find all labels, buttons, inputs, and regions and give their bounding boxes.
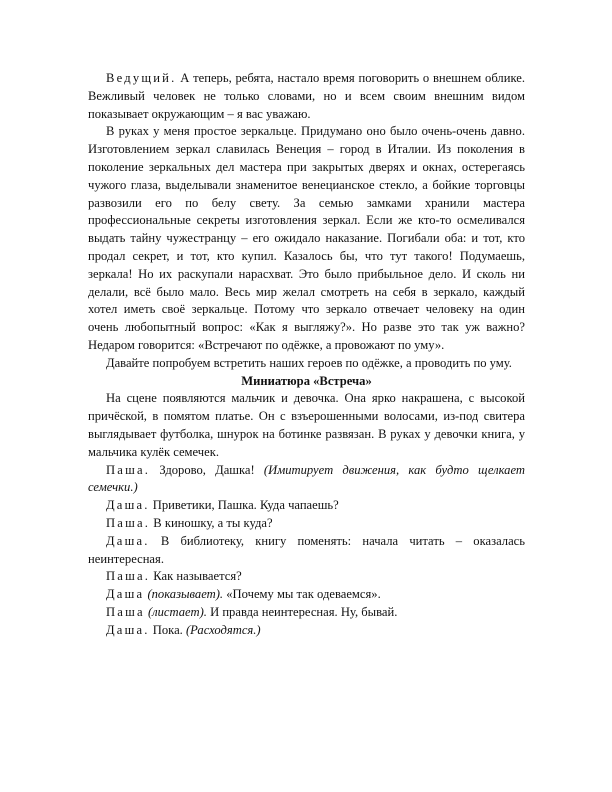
speaker-name: Даша. xyxy=(106,498,150,513)
speaker-name: Паша xyxy=(106,604,145,619)
speaker-name: Паша. xyxy=(106,515,151,530)
stage-remark: (Имитирует движения, как будто щелкает семечки.) xyxy=(88,462,525,495)
speaker-name: Даша. xyxy=(106,622,150,637)
stage-remark: (показывает). xyxy=(147,587,224,602)
speaker-name: Паша. xyxy=(106,569,151,584)
dialogue-line xyxy=(88,586,525,604)
dialogue-line xyxy=(88,515,525,533)
line-text-after: И правда неинтересная. Ну, бывай. xyxy=(206,604,398,619)
line-text-after: «Почему мы так одеваемся». xyxy=(223,587,381,602)
speaker-name: Даша. xyxy=(106,533,150,548)
document-page xyxy=(88,70,525,640)
dialogue-line xyxy=(88,533,525,569)
speaker-name: Паша. xyxy=(106,462,151,477)
dialogue-line xyxy=(88,568,525,586)
dialogue-line xyxy=(88,462,525,498)
paragraph-text: А теперь, ребята, настало время поговорить о внешнем облике. Вежливый человек не только словами, но и всем своим внешним видом показывает окружающим – я вас уважаю. xyxy=(88,71,525,121)
line-text: Приветики, Пашка. Куда чапаешь? xyxy=(149,498,339,513)
dialogue-line xyxy=(88,622,525,640)
line-text: Пока. xyxy=(149,622,186,637)
stage-direction: На сцене появляются мальчик и девочка. Она ярко накрашена, с высокой причёской, в помятом платье. Он с взъерошенными волосами, из-под свитера выглядывает футболка, шнурок на ботинке развязан. В руках у девочки книга, у мальчика кулёк семечек. xyxy=(88,391,525,459)
mirror-paragraph: В руках у меня простое зеркальце. Придумано оно было очень-очень давно. Изготовлением зеркал славилась Венеция – город в Италии. Из поколения в поколение зеркальных дел мастера при закрытых дверях и окнах, остерегаясь чужого глаза, выделывали знаменитое венецианское стекло, а бойкие торговцы развозили его по белу свету. За семью замками хранили мастера профессиональные секреты изготовления зеркал. Если же кто-то осмеливался выдать тайну чужестранцу – его ожидало наказание. Погибали оба: и тот, кто продал секрет, и тот, кто купил. Казалось бы, что тут такого! Подумаешь, зеркала! Но их раскупали нарасхват. Это было прибыльное дело. И сколь ни делали, всё было мало. Весь мир желал смотреть на себя в зеркало, каждый хотел иметь своё зеркальце. Потому что зеркало отвечает человеку на один очень любопытный вопрос: «Как я выгляжу?». Но разве это так уж важно? Недаром говорится: «Встречают по одёжке, а провожают по уму». xyxy=(88,124,525,352)
line-text: В библиотеку, книгу поменять: начала читать – оказалась неинтересная. xyxy=(88,533,525,566)
stage-remark: (Расходятся.) xyxy=(185,622,261,637)
stage-remark: (листает). xyxy=(147,604,207,619)
miniature-heading: Миниатюра «Встреча» xyxy=(241,373,372,388)
line-text: Как называется? xyxy=(150,569,242,584)
line-text: Здорово, Дашка! xyxy=(150,462,264,477)
dialogue-line xyxy=(88,604,525,622)
speaker-name: Даша xyxy=(106,587,145,602)
line-text: В киношку, а ты куда? xyxy=(150,515,273,530)
speaker-name: Ведущий. xyxy=(106,71,177,85)
host-paragraph xyxy=(88,70,525,123)
dialogue-line xyxy=(88,497,525,515)
invitation-paragraph: Давайте попробуем встретить наших героев по одёжке, а проводить по уму. xyxy=(106,355,512,370)
